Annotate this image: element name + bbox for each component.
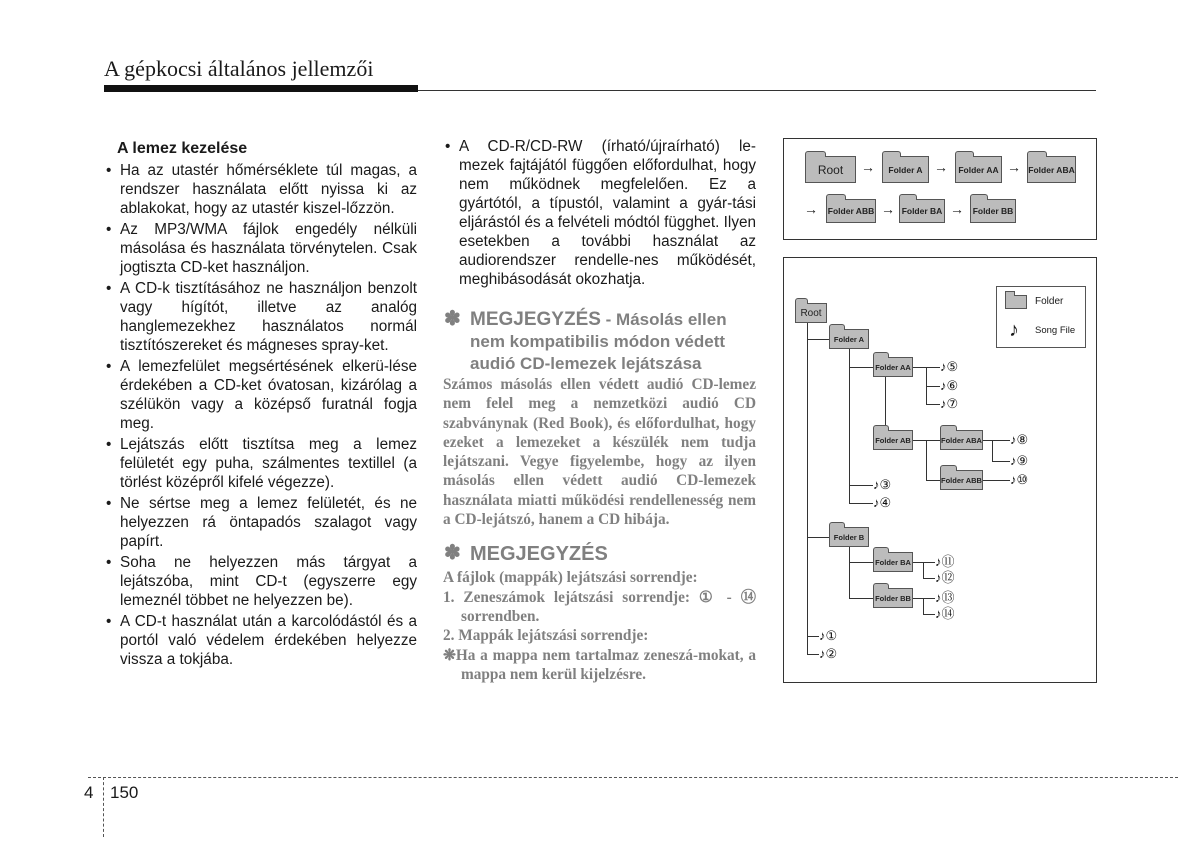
folder-icon: Folder BA bbox=[899, 199, 945, 223]
song-file-label: ♪⑧ bbox=[1010, 432, 1029, 447]
tree-line bbox=[926, 440, 927, 480]
note2-line: 1. Zeneszámok lejátszási sorrendje: ① - ⑭ sorrendben. bbox=[443, 588, 756, 625]
tree-line bbox=[926, 386, 940, 387]
chapter-number: 4 bbox=[84, 783, 94, 802]
arrow-icon: → bbox=[881, 201, 895, 217]
note2-line: ❋Ha a mappa nem tartalmaz zeneszá-mokat, a mappa nem kerül kijelzésre. bbox=[443, 646, 756, 683]
tree-line bbox=[849, 367, 873, 368]
song-file-label: ♪⑪ bbox=[935, 554, 955, 569]
legend-folder-label: Folder bbox=[1035, 296, 1064, 307]
tree-line bbox=[983, 440, 1010, 441]
footer-divider bbox=[103, 777, 104, 837]
note2-title: MEGJEGYZÉS bbox=[470, 543, 608, 566]
page-header-title: A gépkocsi általános jellemzői bbox=[104, 56, 374, 81]
note2-line: A fájlok (mappák) lejátszási sorrendje: bbox=[443, 569, 698, 587]
song-file-label: ♪④ bbox=[873, 495, 892, 510]
music-note-icon: ♪ bbox=[1009, 319, 1019, 341]
tree-line bbox=[923, 578, 935, 579]
tree-line bbox=[807, 339, 829, 340]
song-file-label: ♪⑥ bbox=[940, 378, 959, 393]
folder-icon: Folder AB bbox=[873, 430, 913, 450]
arrow-icon: → bbox=[861, 159, 875, 175]
tree-line bbox=[926, 404, 940, 405]
list-item: • Soha ne helyezzen más tárgyat a lejátszóba, mint CD-t (egyszerre egy lemeznél többet ne helyezzen be). bbox=[104, 553, 417, 610]
folder-icon: Folder A bbox=[882, 156, 929, 183]
tree-line bbox=[807, 537, 829, 538]
song-file-label: ♪⑨ bbox=[1010, 453, 1029, 468]
song-file-label: ♪⑤ bbox=[940, 359, 959, 374]
folder-icon: Root bbox=[805, 156, 856, 183]
handling-list bbox=[104, 161, 417, 669]
folder-icon: Folder BB bbox=[970, 199, 1016, 223]
list-item: • Ha az utastér hőmérséklete túl magas, a rendszer használata előtt nyissa ki az ablakokat, hogy az utastér kiszel-lőzzön. bbox=[104, 161, 417, 218]
folder-icon: Folder B bbox=[829, 527, 869, 547]
tree-line bbox=[913, 562, 935, 563]
cdr-bullet: • A CD-R/CD-RW (írható/újraírható) le-mezek fajtájától függően előfordulhat, hogy nem működnek megfelelően. Ez a gyártótól, a típustól, valamint a gyár-tási eljárástól és a felvételi módtól függhet. Ilyen esetekben a további használat az audiorendszer rendelle-nes működését, meghibásodását okozhatja. bbox=[443, 137, 756, 289]
folder-icon: Folder BB bbox=[873, 588, 913, 608]
asterisk-icon: ✽ bbox=[444, 542, 461, 565]
song-file-label: ♪① bbox=[819, 628, 838, 643]
tree-line bbox=[913, 598, 935, 599]
section-heading: A lemez kezelése bbox=[117, 140, 248, 157]
tree-line bbox=[849, 598, 873, 599]
header-rule bbox=[418, 90, 1096, 91]
song-file-label: ♪⑬ bbox=[935, 590, 955, 605]
cd-notes-section bbox=[443, 137, 756, 684]
asterisk-icon: ✽ bbox=[444, 308, 461, 330]
tree-line bbox=[926, 480, 940, 481]
note1-subtitle: - Másolás ellen nem kompatibilis módon védett audió CD-lemezek lejátszása bbox=[470, 310, 727, 373]
folder-icon: Folder AA bbox=[955, 156, 1002, 183]
tree-line bbox=[849, 562, 873, 563]
note2-heading bbox=[443, 543, 756, 566]
list-item: • A CD-k tisztításához ne használjon benzolt vagy hígítót, illetve az analóg hanglemezekhez használatos normál tisztítószereket és mágneses spray-ket. bbox=[104, 279, 417, 355]
folder-icon: Folder ABB bbox=[940, 470, 983, 490]
legend-song-label: Song File bbox=[1035, 325, 1076, 336]
list-item: • Ne sértse meg a lemez felületét, és ne helyezzen rá öntapadós szalagot vagy papírt. bbox=[104, 494, 417, 551]
song-file-label: ♪⑩ bbox=[1010, 472, 1029, 487]
note1-text: Számos másolás ellen védett audió CD-lemez nem felel meg a nemzetközi audió CD szabványnak (Red Book), és előfordulhat, hogy ezeket a lemezeket a készülék nem tudja lejátszani. Vegye figyelembe, hogy az ilyen másolás ellen védett audió CD-lemezek használata miatti működési rendellenesség nem a CD-lejátszó, hanem a CD hibája. bbox=[443, 376, 756, 529]
tree-line bbox=[992, 461, 1010, 462]
song-file-label: ♪⑭ bbox=[935, 606, 955, 621]
folder-icon: Folder AA bbox=[873, 357, 913, 377]
note1-title: MEGJEGYZÉS bbox=[470, 309, 601, 330]
folder-icon: Folder ABB bbox=[826, 199, 876, 223]
folder-icon: Folder ABA bbox=[1027, 156, 1076, 183]
song-file-label: ♪③ bbox=[873, 477, 892, 492]
folder-icon: Folder BA bbox=[873, 552, 913, 572]
tree-line bbox=[983, 480, 1010, 481]
disc-handling-section bbox=[104, 139, 417, 671]
song-file-label: ♪② bbox=[819, 646, 838, 661]
note2-body bbox=[443, 568, 756, 684]
tree-line bbox=[849, 547, 850, 599]
song-file-label: ♪⑦ bbox=[940, 396, 959, 411]
folder-icon: Folder A bbox=[829, 329, 869, 349]
page-number: 150 bbox=[110, 783, 139, 802]
tree-line bbox=[992, 440, 993, 461]
note1-heading bbox=[443, 309, 756, 375]
folder-icon: Root bbox=[795, 303, 827, 323]
tree-line bbox=[923, 598, 924, 614]
arrow-icon: → bbox=[1007, 159, 1021, 175]
list-item: • Az MP3/WMA fájlok engedély nélküli másolása és használata törvénytelen. Csak jogtiszta CD-ket használjon. bbox=[104, 220, 417, 277]
tree-line bbox=[849, 485, 873, 486]
list-item: • Lejátszás előtt tisztítsa meg a lemez felületét egy puha, szálmentes textillel (a törlést középről kifelé végezze). bbox=[104, 435, 417, 492]
list-item: • A lemezfelület megsértésének elkerü-lése érdekében a CD-ket óvatosan, kizárólag a szélükön vagy a középső furatnál fogja meg. bbox=[104, 357, 417, 433]
note2-line: 2. Mappák lejátszási sorrendje: bbox=[443, 627, 649, 645]
arrow-icon: → bbox=[804, 201, 818, 217]
diagram-legend bbox=[996, 286, 1086, 348]
footer-rule bbox=[88, 777, 1178, 778]
song-file-label: ♪⑫ bbox=[935, 570, 955, 585]
tree-line bbox=[923, 614, 935, 615]
arrow-icon: → bbox=[950, 201, 964, 217]
arrow-icon: → bbox=[934, 159, 948, 175]
tree-line bbox=[849, 349, 850, 503]
folder-icon bbox=[1005, 295, 1027, 309]
tree-line bbox=[807, 636, 819, 637]
tree-line bbox=[849, 503, 873, 504]
folder-order-diagram bbox=[783, 138, 1097, 240]
tree-line bbox=[807, 654, 819, 655]
list-item: • A CD-t használat után a karcolódástól és a portól való védelem érdekében helyezze vissza a tokjába. bbox=[104, 612, 417, 669]
header-bar bbox=[104, 85, 418, 92]
note1-body bbox=[443, 375, 756, 529]
folder-icon: Folder ABA bbox=[940, 430, 983, 450]
tree-line bbox=[923, 562, 924, 578]
tree-line bbox=[807, 323, 808, 655]
